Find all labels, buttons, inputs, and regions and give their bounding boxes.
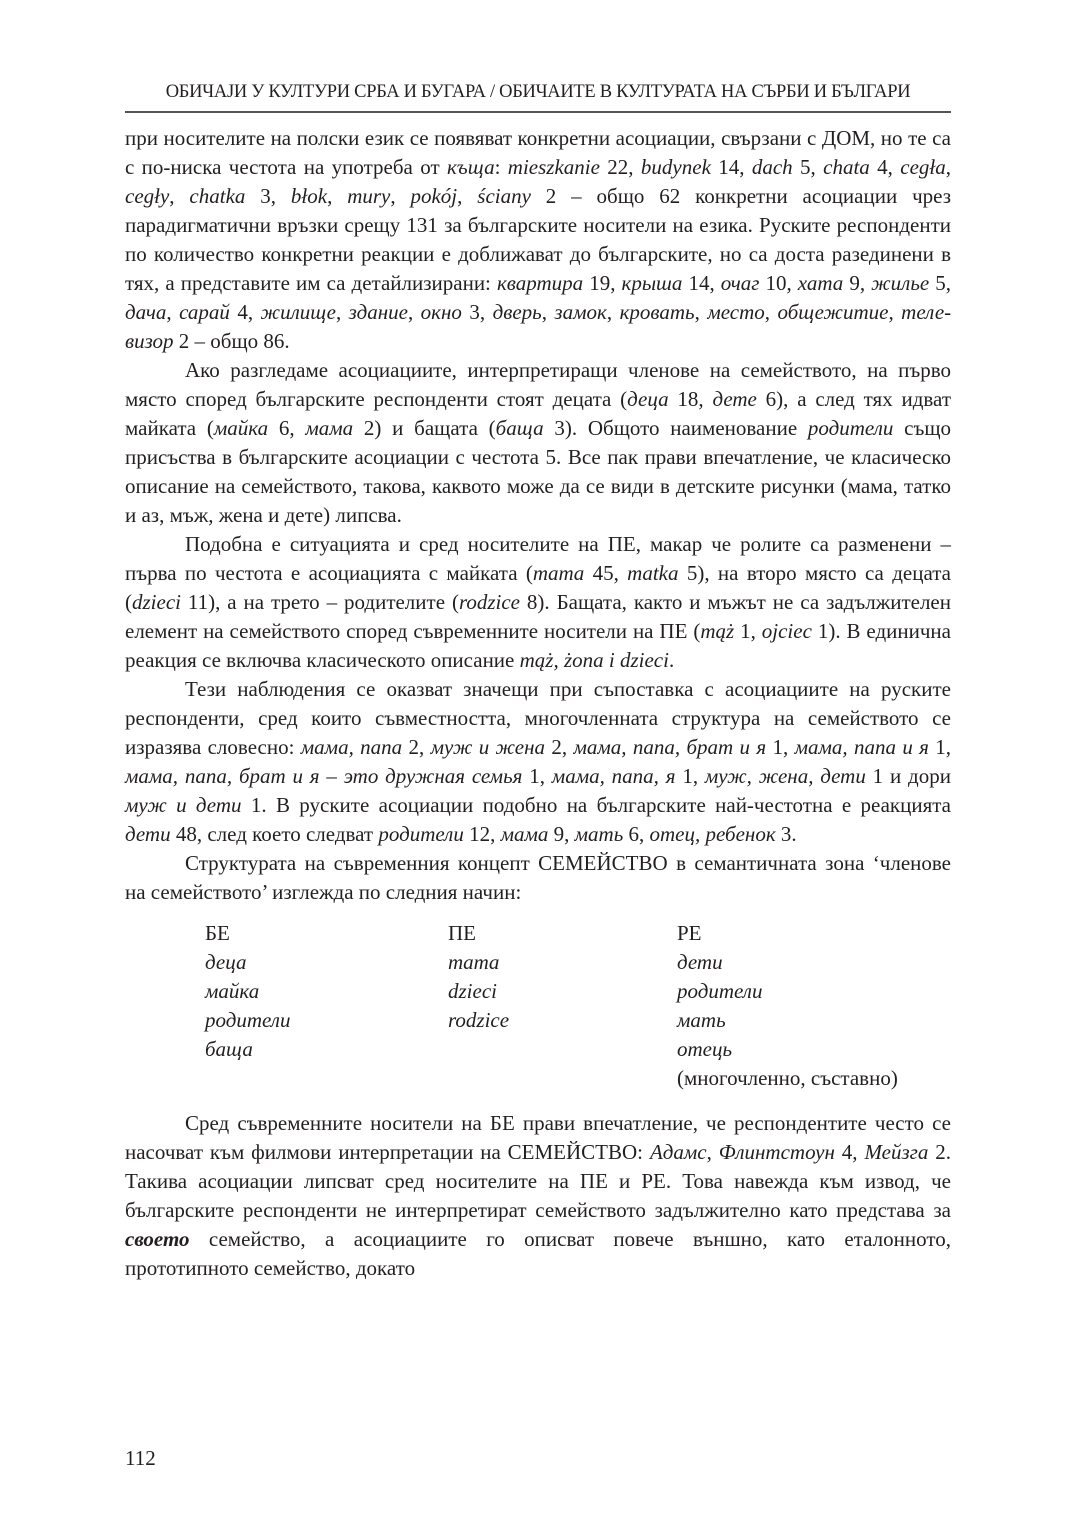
column-header: БЕ [205,921,230,945]
italic-term: мама, папа [300,735,403,759]
text-run: 1 и дори [865,764,951,788]
text-run: Тези наблюдения се оказват значещи при съпоставка с асоциациите на руските респонденти, сред които съвместността, многочленната структура на семейството се изразява словесно: [125,677,951,759]
italic-term: жилье [871,271,930,295]
table-cell: родители [677,979,763,1003]
text-run: , [390,184,411,208]
text-run: 2 – общо 62 конкретни асоциации чрез парадигматични връзки срещу 131 за българските носители на езика. Руските респонденти по количество конкретни реакции е доближават до българските, но са доста разединени в тях, а представите им са детайлизирани: [125,184,952,295]
table-row [205,948,898,977]
text-run: 3, [245,184,291,208]
text-run: , [335,300,349,324]
text-run: при носителите на полски език се появяват конкретни асоциации, свързани с ДОМ, но те са с по-ниска честота на употреба от [125,126,951,179]
italic-term: dach [751,155,793,179]
italic-term: cegły [125,184,170,208]
table-cell: мать [677,1008,726,1032]
italic-term: деца [627,387,669,411]
italic-term: жилище [260,300,336,324]
paragraph [125,124,951,356]
text-run: . [668,648,675,672]
text-run: семейство, а асоциациите го описват повече външно, като еталонното, прототипното семейство, докато [125,1227,951,1280]
text-run: 6), а след тях идват майката ( [125,387,952,440]
italic-term: мать [574,822,624,846]
italic-term: rodzice [458,590,520,614]
text-run: 14, [710,155,752,179]
italic-term: родители [807,416,894,440]
italic-term: дача [125,300,167,324]
italic-term: chata [823,155,870,179]
italic-term: pokój [410,184,458,208]
text-run: 1). В единична реакция се включва класическото описание [125,619,951,672]
text-run: 6, [623,822,650,846]
column-header: РЕ [677,921,702,945]
text-run: 1, [675,764,705,788]
text-run: 5), на второ място са децата ( [125,561,951,614]
text-run: 1, [928,735,952,759]
text-run: Ако разгледаме асоциациите, интерпретиращи членове на семейството, на първо място според българските респонденти стоят децата ( [125,358,951,411]
text-run: , [888,300,902,324]
italic-term: замок [554,300,607,324]
running-header: ОБИЧАЈИ У КУЛТУРИ СРБА И БУГАРА / ОБИЧАИТЕ В КУЛТУРАТА НА СЪРБИ И БЪЛГАРИ [165,82,911,102]
emphasized-term: своето [125,1227,190,1251]
italic-term: дете [712,387,757,411]
text-run: 1, [734,619,762,643]
italic-term: мама [500,822,549,846]
text-run: 9, [843,271,872,295]
text-run: 12, [463,822,501,846]
text-run: 10, [759,271,798,295]
text-run: Подобна е ситуацията и сред носителите на ПЕ, макар че ролите са размeнени – първа по честота е асоциацията с майката ( [125,532,951,585]
text-run: 48, след което следват [170,822,379,846]
italic-term: общежитие [777,300,889,324]
table-cell: rodzice [448,1008,510,1032]
table-row [205,977,898,1006]
column-header: ПЕ [448,921,476,945]
text-run: , [169,184,190,208]
italic-term: окно [420,300,462,324]
paragraph [125,530,951,675]
italic-term: отец, ребенок [649,822,776,846]
text-run: 1. В руските асоциации подобно на българските най-честотна е реакцията [241,793,952,817]
italic-term: мама, папа, брат и я [573,735,767,759]
table-cell [448,1064,677,1093]
text-run: 14, [682,271,721,295]
italic-term: mąż [700,619,735,643]
text-run: , [327,184,348,208]
text-run: Сред съвременните носители на БЕ прави впечатление, че респондентите често се насочват към филмови интерпретации на СЕМЕЙСТВО: [125,1111,951,1164]
italic-term: ojciec [761,619,812,643]
text-run: 2. Такива асоциации липсват сред носителите на ПЕ и РЕ. Това навежда към извод, че българските респонденти не интерпретират семейството задължително като представа за [125,1140,952,1222]
text-run: , [706,1140,719,1164]
text-run: 4, [834,1140,865,1164]
italic-term: родители [378,822,464,846]
text-run: 8). Бащата, както и мъжът не са задължителен елемент на семейството според съвременните носители на ПЕ ( [125,590,951,643]
italic-term: ściany [477,184,531,208]
paragraph [125,675,951,849]
italic-term: Флинтстоун [718,1140,835,1164]
italic-term: квартира [496,271,584,295]
italic-term: сарай [179,300,230,324]
italic-term: dzieci [132,590,181,614]
text-run: 11), а на трето – родителите ( [180,590,459,614]
paragraph [125,356,951,530]
text-run: 3). Общото наименование [543,416,808,440]
text-run: 5, [792,155,824,179]
italic-term: муж, жена, дети [704,764,866,788]
italic-term: баща [495,416,544,440]
italic-term: mama [532,561,585,585]
text-run: 4, [869,155,901,179]
text-run: 4, [229,300,261,324]
text-run: 1, [766,735,795,759]
text-run: 3. [775,822,797,846]
text-run: 3, [461,300,493,324]
italic-term: къща [446,155,495,179]
text-run: 22, [599,155,641,179]
italic-term: Мейзга [864,1140,929,1164]
text-run: Структурата на съвременния концепт СЕМЕЙСТВО в семантичната зона ‘членове на семейството’ изглежда по следния начин: [125,851,951,904]
table-cell: дети [677,950,723,974]
text-run: 5, [929,271,952,295]
page-body [125,124,951,1283]
table-header-row [205,919,898,948]
text-run: , [606,300,620,324]
table-cell: майка [205,979,260,1003]
italic-term: chatka [189,184,246,208]
text-run: 2, [402,735,431,759]
text-run: , [694,300,708,324]
text-run: , [764,300,778,324]
table-row [205,1064,898,1093]
concept-table [205,919,898,1093]
table-cell: баща [205,1037,253,1061]
italic-term: майка [213,416,269,440]
table-cell: dzieci [448,979,497,1003]
text-run: 2 – общо 86. [173,329,290,353]
italic-term: мама, папа, брат и я – это дружная семья [125,764,523,788]
italic-term: mury [347,184,391,208]
table-cell: (многочленно, съставно) [677,1066,898,1090]
paragraphs [125,124,951,907]
table-cell: деца [205,950,247,974]
italic-term: муж и дети [125,793,242,817]
text-run: , [407,300,421,324]
italic-term: крыша [621,271,683,295]
italic-term: budynek [640,155,711,179]
italic-term: mąż, żona i dzieci [519,648,669,672]
table-row [205,1006,898,1035]
text-run: 2, [545,735,574,759]
italic-term: мама, папа и я [794,735,929,759]
italic-term: Адамс [649,1140,707,1164]
text-run: 1, [522,764,552,788]
italic-term: дверь [492,300,542,324]
closing-paragraph-wrap [125,1109,951,1283]
italic-term: телевизор [125,300,952,353]
italic-term: дети [125,822,171,846]
italic-term: кровать [619,300,695,324]
italic-term: matka [627,561,679,585]
italic-term: муж и жена [430,735,546,759]
italic-term: очаг [720,271,760,295]
italic-term: место [707,300,765,324]
text-run: 19, [583,271,622,295]
table-cell: отець [677,1037,733,1061]
text-run: 6, [268,416,306,440]
italic-term: мама, папа, я [551,764,676,788]
table-cell: родители [205,1008,291,1032]
text-run: , [541,300,555,324]
italic-term: cegła [900,155,946,179]
header-rule [125,111,951,113]
italic-term: błok [290,184,328,208]
text-run: 9, [548,822,575,846]
table-cell: mama [448,950,500,974]
text-run: : [494,155,508,179]
italic-term: мама [305,416,354,440]
text-run: 45, [584,561,628,585]
text-run: 2) и бащата ( [353,416,496,440]
text-run: 18, [668,387,713,411]
table-cell [205,1064,448,1093]
paragraph [125,1109,951,1283]
italic-term: хата [797,271,844,295]
text-run: , [457,184,478,208]
text-run: , [166,300,180,324]
italic-term: здание [348,300,408,324]
table-row [205,1035,898,1064]
text-run: също присъства в българските асоциации с честота 5. Все пак прави впечатление, че класическо описание на семейството, такова, каквото може да се види в детските рисунки (мама, татко и аз, мъж, жена и дете) липсва. [125,416,951,527]
paragraph [125,849,951,907]
italic-term: mieszkanie [507,155,600,179]
table-cell [448,1035,677,1064]
page-number: 112 [125,1446,156,1470]
text-run: , [945,155,952,179]
